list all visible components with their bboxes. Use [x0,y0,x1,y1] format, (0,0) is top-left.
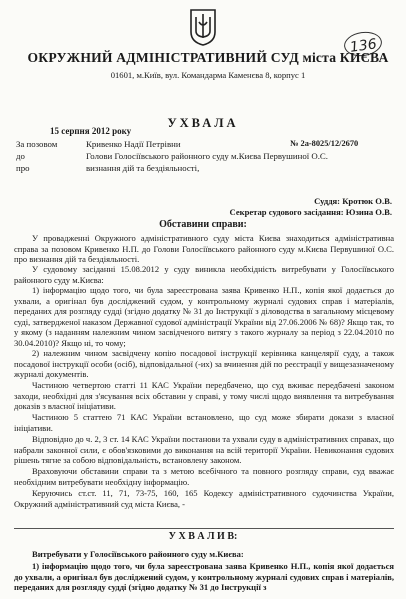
document-type: УХВАЛА [167,116,239,130]
trident-emblem-icon [189,8,217,46]
party-label: до [16,151,25,161]
paragraph: 1) інформацію щодо того, чи була зареєстрована заява Кривенко Н.П., копія якої додається до ухвали, а оригінал був досліджений судом, у контрольному журналі судових справ і матеріалів, переданих для розгляду судді (згідно додатку № 31 до Інструкції з [14,561,394,593]
section-circumstances: Обставини справи: [159,219,247,230]
paragraph: Частиною 5 статтею 71 КАС України встановлено, що суд може збирати докази з власної ініціативи. [14,412,394,433]
paragraph: Відповідно до ч. 2, 3 ст. 14 КАС України постанови та ухвали суду в адміністративних справах, що набрали законної сили, є обов'язковими до виконання на всій території України. Невиконання судових рішень тягне за собою відповідальність, встановлену законом. [14,434,394,466]
section-ruling: У Х В А Л И В: [168,531,238,542]
case-number: № 2а-8025/12/2670 [290,139,359,148]
paragraph: Витребувати у Голосіївського районного суду м.Києва: [32,549,244,559]
document-date: 15 серпня 2012 року [50,126,132,136]
party-label: про [16,163,30,173]
paragraph: У судовому засіданні 15.08.2012 у суду виникла необхідність витребувати у Голосіївського районного суду м.Києва: [14,264,394,285]
paragraph: 2) належним чином засвідчену копію посадової інструкції керівника канцелярії суду, а також посадової інструкції особи (осіб), відповідальної (-их) за вчинення дій по реєстрації у вищезазначеному журналі документів. [14,348,394,380]
judge-name: Суддя: Кротюк О.В. [314,196,392,206]
court-address: 01601, м.Київ, вул. Командарма Каменєва 8, корпус 1 [110,70,306,80]
paragraph: 1) інформацію щодо того, чи була зареєстрована заява Кривенко Н.П., копія якої додається до ухвали, а оригінал був досліджений судом, у контрольному журналі судових справ і матеріалів, переданих для розгляду судді (згідно додатку № 31 до Інструкції з діловодства в загальному місцевому суді, затвердженої наказом Державної судової адміністрації України від 27.06.2006 № 68)? Якщо так, то у якому (з наданням належним чином засвідченого витягу з такого журналу за період з 22.04.2010 по 30.04.2010)? Якщо ні, то чому; [14,285,394,348]
party-label: За позовом [16,139,58,149]
divider [14,528,394,529]
clerk-name: Секретар судового засідання: Юзина О.В. [229,207,392,217]
party-value: Кривенко Надії Петрівни [86,139,181,149]
party-value: Голови Голосіївського районного суду м.Києва Первушиної О.С. [86,151,328,161]
paragraph: Враховуючи обставини справи та з метою всебічного та повного розгляду справи, суд вважає необхідним витребувати необхідну інформацію. [14,466,394,487]
page-number: 136 [349,36,378,56]
paragraph: Керуючись ст.ст. 11, 71, 73-75, 160, 165 Кодексу адміністративного судочинства України, Окружний адміністративний суд міста Києва, - [14,488,394,509]
court-name: ОКРУЖНИЙ АДМІНІСТРАТИВНИЙ СУД міста КИЄВА [27,50,389,65]
paragraph: У провадженні Окружного адміністративного суду міста Києва знаходиться адміністративна справа за позовом Кривенко Н.П. до Голови Голосіївського районного суду м.Києва Первушиної О.С. про визнання дій та бездіяльності. [14,233,394,265]
party-value: визнання дій та бездіяльності, [86,163,200,173]
paragraph: Частиною четвертою статті 11 КАС України передбачено, що суд вживає передбачені законом заходи, необхідні для з'ясування всіх обставин у справі, у тому числі щодо виявлення та витребування доказів з власної ініціативи. [14,380,394,412]
